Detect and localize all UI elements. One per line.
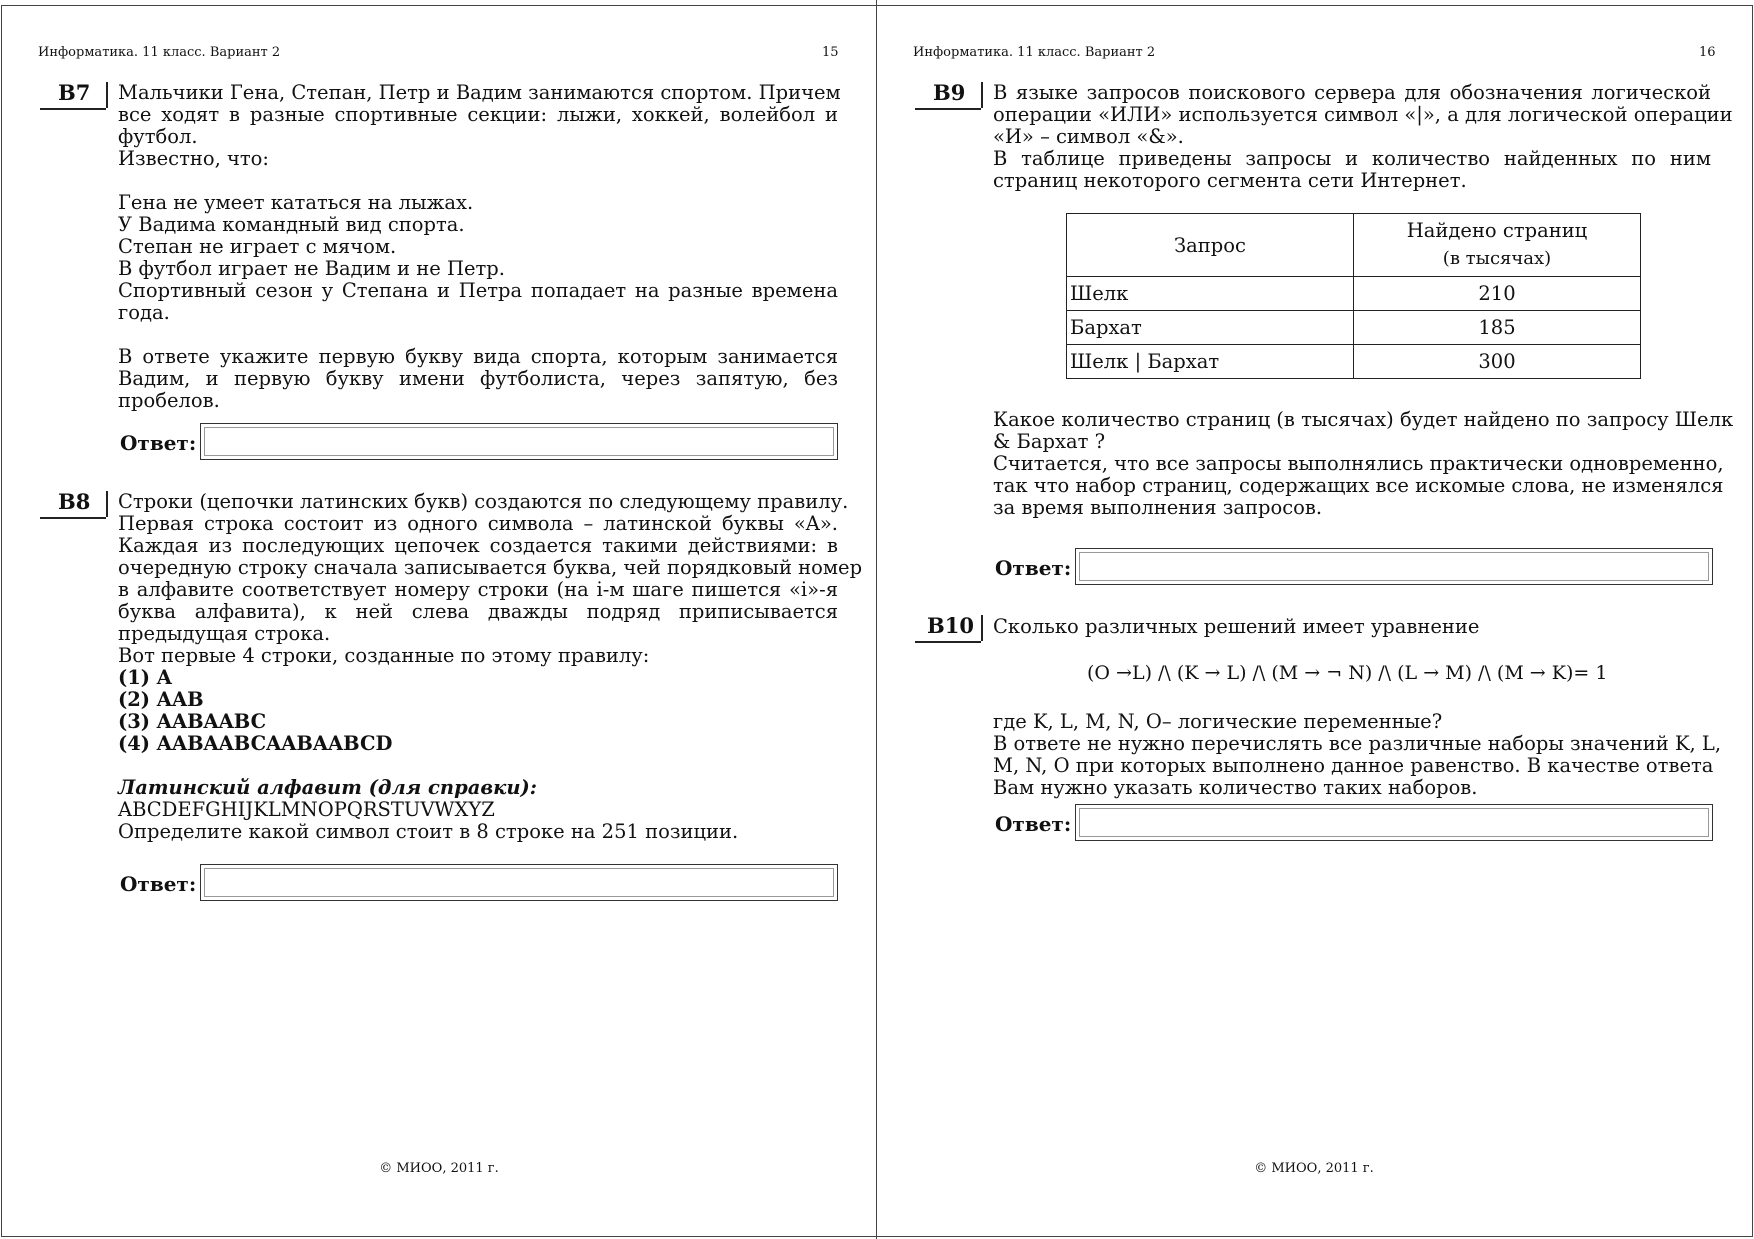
table-row (1067, 311, 1641, 345)
task-underline (915, 108, 981, 110)
text-line: Гена не умеет кататься на лыжах. (118, 191, 474, 214)
string-row: (1) A (118, 666, 172, 689)
table-header: Запрос (1067, 214, 1354, 277)
text-line: очередную строку сначала записывается буква, чей порядковый номер (118, 556, 863, 579)
text-line: В таблице приведены запросы и количество найденных по ним (993, 147, 1711, 170)
task-text-b9 (993, 81, 1733, 192)
text-line: Мальчики Гена, Степан, Петр и Вадим занимаются спортом. Причем (118, 81, 841, 104)
task-label-b10: B10 (927, 613, 974, 638)
task-intro-b10: Сколько различных решений имеет уравнение (993, 615, 1480, 638)
answer-label-b9: Ответ: (995, 556, 1072, 580)
text-line: «И» – символ «&». (993, 125, 1184, 148)
task-text-b8 (118, 490, 863, 843)
table-cell-count: 300 (1354, 345, 1641, 379)
text-line: В ответе укажите первую букву вида спорта, которым занимается (118, 345, 838, 368)
text-line: В языке запросов поискового сервера для обозначения логической (993, 81, 1711, 104)
text-line: Вот первые 4 строки, созданные по этому правилу: (118, 644, 650, 667)
query-table (1066, 213, 1641, 379)
text-line: Вам нужно указать количество таких наборов. (993, 776, 1478, 799)
table-header-line: (в тысячах) (1442, 248, 1552, 269)
string-row: (3) AABAABC (118, 710, 267, 733)
string-row: (4) AABAABCAABAABCD (118, 732, 393, 755)
page-footer: © МИОО, 2011 г. (1254, 1161, 1374, 1176)
table-header (1354, 214, 1641, 277)
answer-label-b8: Ответ: (120, 872, 197, 896)
text-line: все ходят в разные спортивные секции: лыжи, хоккей, волейбол и (118, 103, 838, 126)
task-rule (106, 491, 108, 517)
table-cell-query: Бархат (1067, 311, 1354, 345)
equation: (O →L) /\ (K → L) /\ (M → ¬ N) /\ (L → M) /\ (M → K)= 1 (1087, 662, 1608, 684)
answer-label-b10: Ответ: (995, 812, 1072, 836)
text-line: & Бархат ? (993, 430, 1106, 453)
answer-input-b10[interactable] (1075, 804, 1713, 841)
text-line: в алфавите соответствует номеру строки (на i-м шаге пишется «i»-я (118, 578, 838, 601)
answer-input-b8[interactable] (200, 864, 838, 901)
text-line: предыдущая строка. (118, 622, 331, 645)
answer-input-b7[interactable] (200, 423, 838, 460)
text-line: Первая строка состоит из одного символа – латинской буквы «A». (118, 512, 838, 535)
text-line: пробелов. (118, 389, 220, 412)
left-page (2, 5, 876, 1234)
task-text-b9-question (993, 408, 1734, 519)
text-line: Известно, что: (118, 147, 269, 170)
table-cell-query: Шелк (1067, 277, 1354, 311)
alphabet: ABCDEFGHIJKLMNOPQRSTUVWXYZ (118, 798, 495, 821)
page-number: 15 (822, 45, 839, 60)
table-row (1067, 277, 1641, 311)
table-row (1067, 345, 1641, 379)
alphabet-title: Латинский алфавит (для справки): (118, 776, 537, 799)
text-line: футбол. (118, 125, 198, 148)
task-text-b10 (993, 710, 1722, 799)
text-line: где K, L, M, N, O– логические переменные? (993, 710, 1443, 733)
text-line: года. (118, 301, 170, 324)
table-cell-count: 210 (1354, 277, 1641, 311)
text-line: Строки (цепочки латинских букв) создаются по следующему правилу. (118, 490, 849, 513)
page-header: Информатика. 11 класс. Вариант 2 (38, 45, 281, 60)
blank-line (118, 324, 838, 346)
text-line: M, N, O при которых выполнено данное равенство. В качестве ответа (993, 754, 1714, 777)
text-line: Считается, что все запросы выполнялись практически одновременно, (993, 452, 1724, 475)
task-underline (40, 517, 106, 519)
task-rule (981, 82, 983, 108)
table-cell-query: Шелк | Бархат (1067, 345, 1354, 379)
text-line: операции «ИЛИ» используется символ «|», а для логической операции (993, 103, 1733, 126)
text-line: Какое количество страниц (в тысячах) будет найдено по запросу Шелк (993, 408, 1734, 431)
page-number: 16 (1699, 45, 1716, 60)
task-underline (40, 108, 106, 110)
task-rule (106, 82, 108, 108)
text-line: за время выполнения запросов. (993, 496, 1323, 519)
page-header: Информатика. 11 класс. Вариант 2 (913, 45, 1156, 60)
text-line: Каждая из последующих цепочек создается такими действиями: в (118, 534, 838, 557)
answer-input-b9[interactable] (1075, 548, 1713, 585)
table-header-line: Найдено страниц (1406, 219, 1588, 242)
blank-line (118, 170, 838, 192)
text-line: В футбол играет не Вадим и не Петр. (118, 257, 505, 280)
task-label-b7: B7 (58, 80, 91, 105)
table-cell-count: 185 (1354, 311, 1641, 345)
task-rule (981, 615, 983, 641)
task-label-b8: B8 (58, 489, 91, 514)
text-line: буква алфавита), к ней слева дважды подряд приписывается (118, 600, 838, 623)
question-text: Определите какой символ стоит в 8 строке на 251 позиции. (118, 820, 739, 843)
text-line: страниц некоторого сегмента сети Интернет. (993, 169, 1467, 192)
text-line: так что набор страниц, содержащих все искомые слова, не изменялся (993, 474, 1724, 497)
task-label-b9: B9 (933, 80, 966, 105)
answer-label-b7: Ответ: (120, 431, 197, 455)
text-line: У Вадима командный вид спорта. (118, 213, 465, 236)
text-line: Степан не играет с мячом. (118, 235, 397, 258)
table-header-row (1067, 214, 1641, 277)
string-row: (2) AAB (118, 688, 204, 711)
blank-line (118, 755, 838, 777)
page-footer: © МИОО, 2011 г. (379, 1161, 499, 1176)
text-line: Вадим, и первую букву имени футболиста, через запятую, без (118, 367, 838, 390)
text-line: Спортивный сезон у Степана и Петра попадает на разные времена (118, 279, 838, 302)
task-text-b7 (118, 81, 841, 412)
right-page (877, 5, 1751, 1234)
text-line: В ответе не нужно перечислять все различные наборы значений K, L, (993, 732, 1722, 755)
task-underline (915, 641, 981, 643)
